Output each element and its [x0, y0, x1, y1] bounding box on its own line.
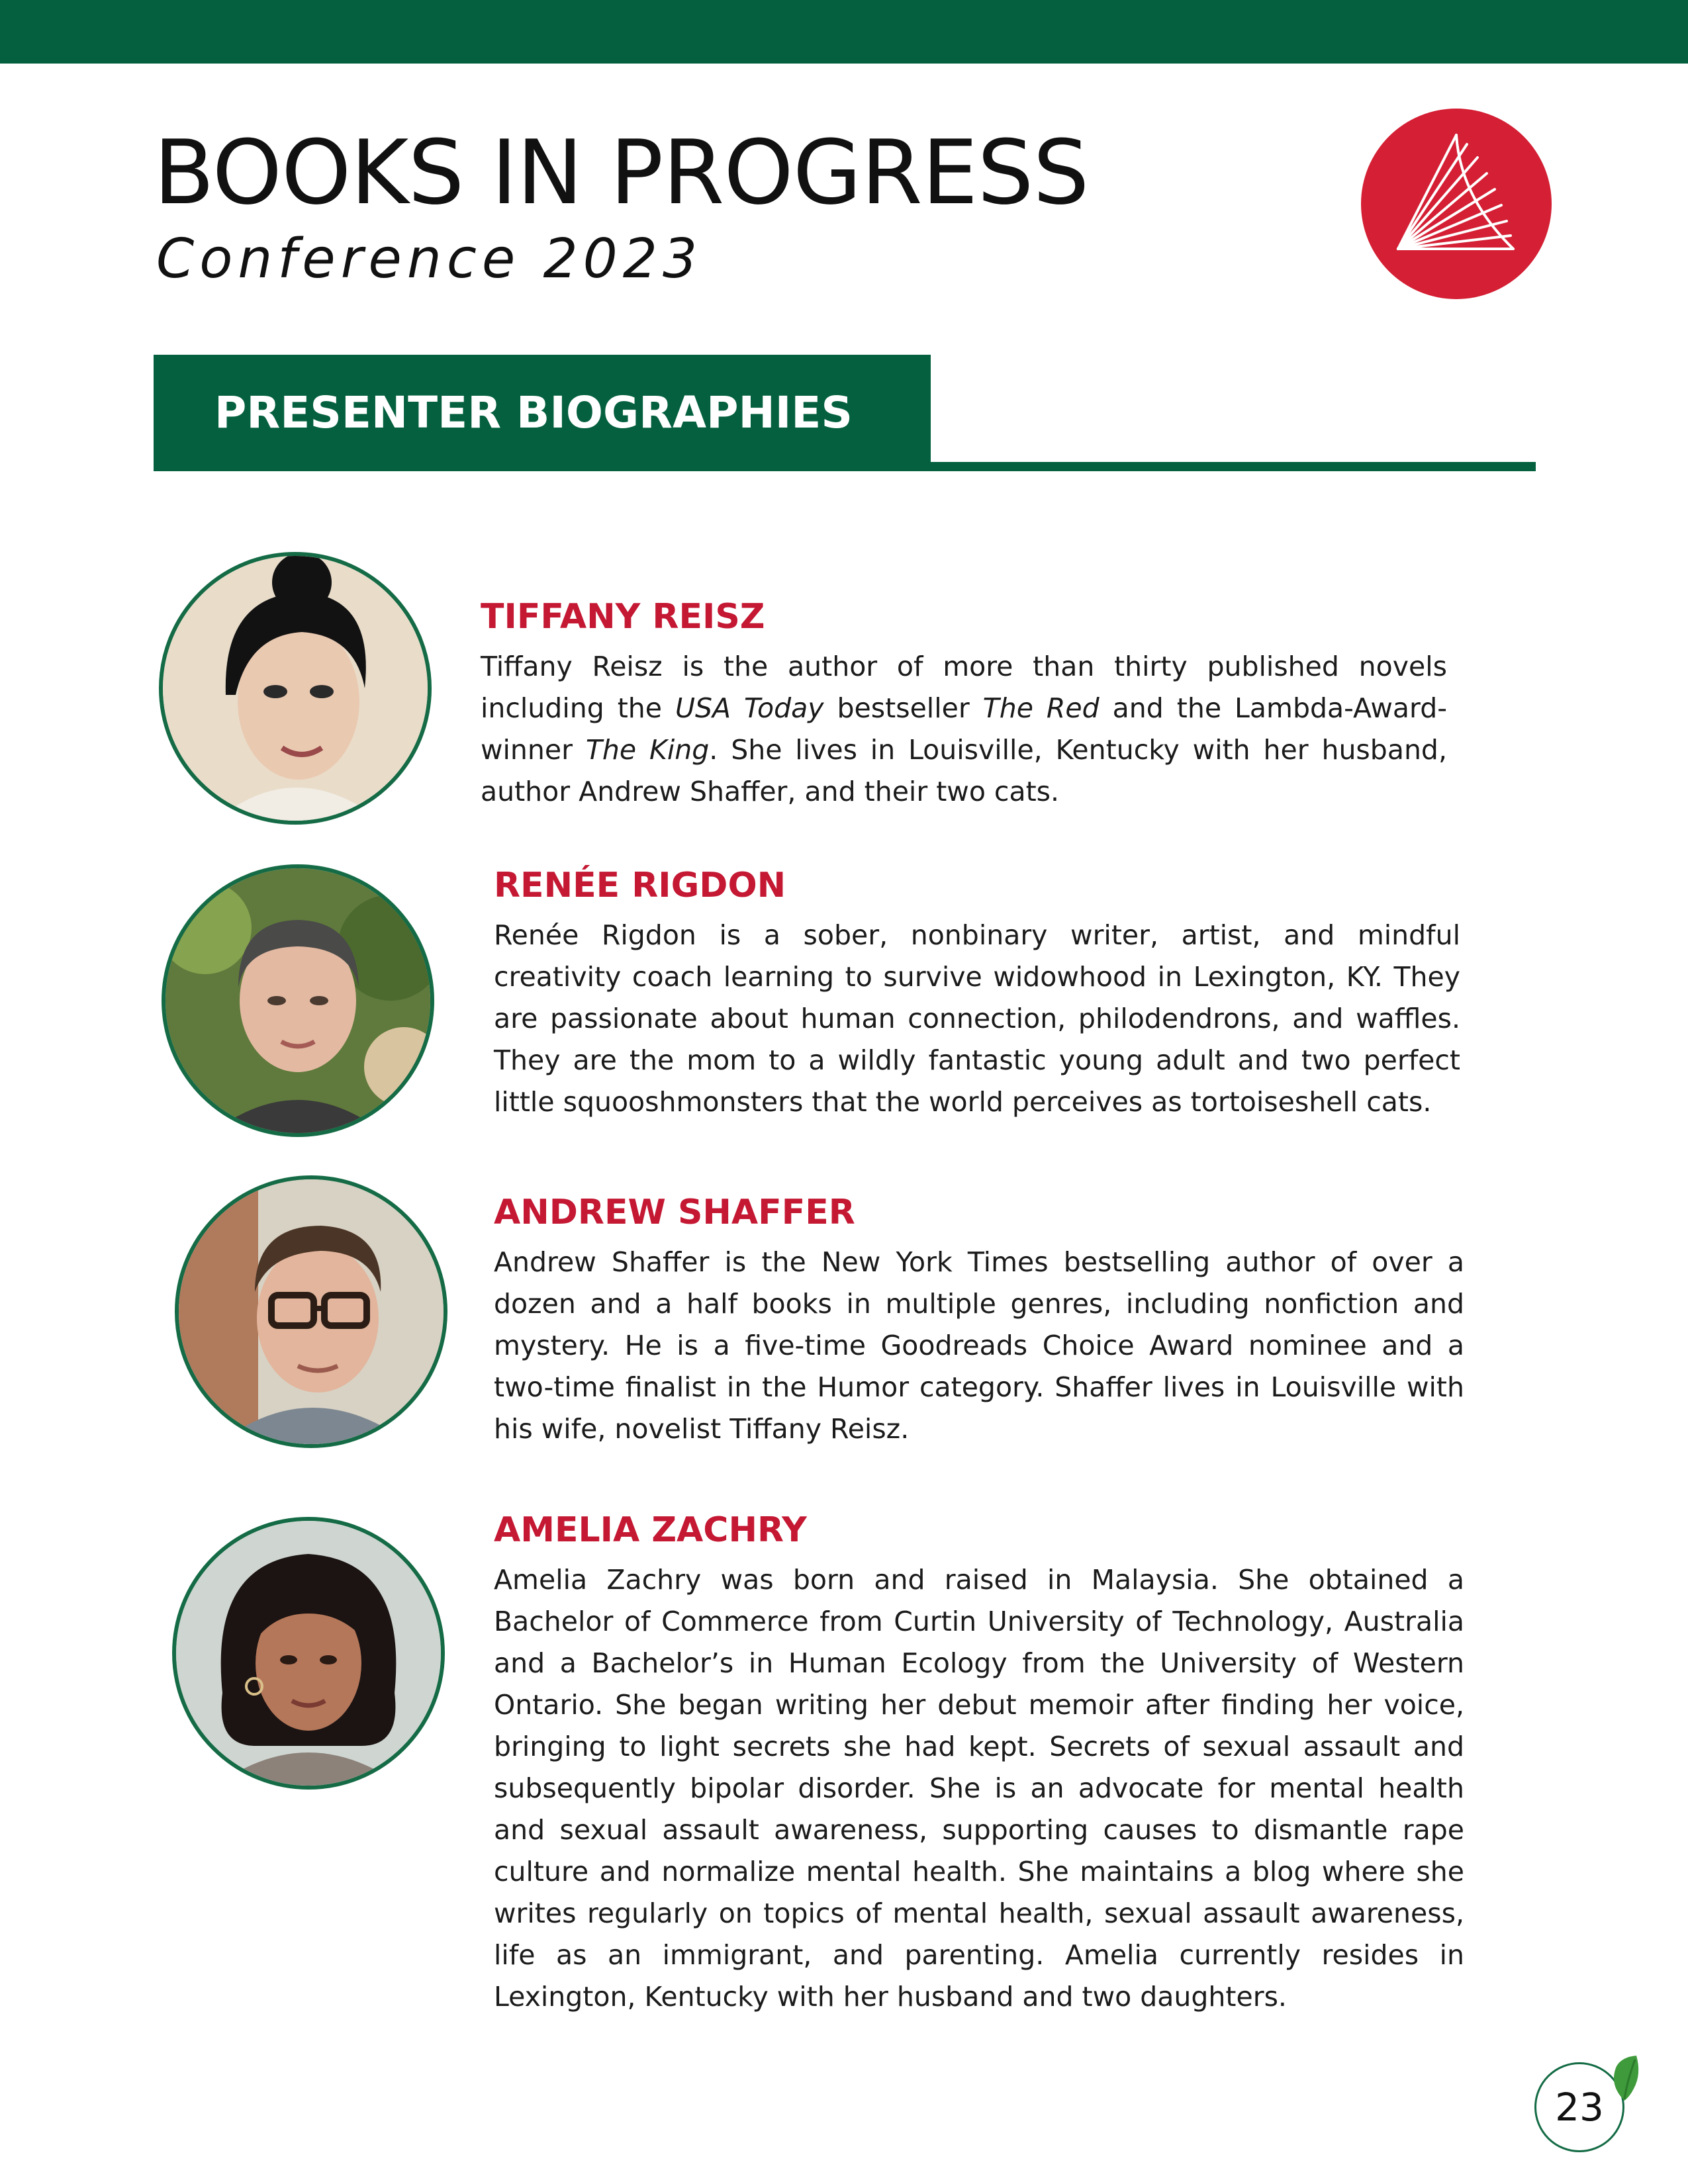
page-subtitle: Conference 2023 [156, 228, 703, 291]
presenter-photo-amelia-zachry [172, 1517, 445, 1790]
presenter-name: AMELIA ZACHRY [494, 1510, 807, 1550]
presenter-name: TIFFANY REISZ [481, 597, 765, 637]
presenter-bio-text: Renée Rigdon is a sober, nonbinary writer, artist, and mindful creativity coach learning to survive widowhood in Lexington, KY. They are passionate about human connection, philodendrons, and waffles. They are the mom to a wildly fantastic young adult and two perfect little squooshmonsters that the world perceives as tortoiseshell cats. [494, 919, 1460, 1118]
page-title: BOOKS IN PROGRESS [154, 121, 1089, 224]
presenter-photo-renee-rigdon [162, 864, 434, 1137]
presenter-name: ANDREW SHAFFER [494, 1193, 855, 1232]
section-title: PRESENTER BIOGRAPHIES [214, 387, 853, 438]
presenter-bio-text: Amelia Zachry was born and raised in Malaysia. She obtained a Bachelor of Commerce from Curtin University of Technology, Australia and a Bachelor’s in Human Ecology from the University of Western Ontario. She began writing her debut memoir after finding her voice, bringing to light secrets she had kept. Secrets of sexual assault and subsequently bipolar disorder. She is an advocate for mental health and sexual assault awareness, supporting causes to dismantle rape culture and normalize mental health. She maintains a blog where she writes regularly on topics of mental health, sexual assault awareness, life as an immigrant, and parenting. Amelia currently resides in Lexington, Kentucky with her husband and two daughters. [494, 1564, 1464, 2013]
leaf-icon [1607, 2054, 1642, 2102]
section-header [154, 355, 931, 471]
presenter-bio-text: Tiffany Reisz is the author of more than thirty published novels including the USA Today bestseller The Red and the Lambda-Award-winner The King. She lives in Louisville, Kentucky with her husband, author Andrew Shaffer, and their two cats. [481, 651, 1448, 807]
open-book-icon [1357, 105, 1556, 303]
page-number: 23 [1534, 2062, 1624, 2152]
presenter-photo-andrew-shaffer [175, 1175, 447, 1448]
section-divider [154, 462, 1536, 471]
top-accent-bar [0, 0, 1688, 64]
presenter-bio-andrew-shaffer [494, 1190, 1464, 1450]
presenter-name: RENÉE RIGDON [494, 866, 786, 905]
presenter-photo-tiffany-reisz [159, 552, 432, 825]
presenter-bio-tiffany-reisz [481, 594, 1447, 813]
presenter-bio-renee-rigdon [494, 863, 1460, 1123]
presenter-bio-amelia-zachry [494, 1508, 1464, 2018]
presenter-bio-text: Andrew Shaffer is the New York Times bestselling author of over a dozen and a half books in multiple genres, including nonfiction and mystery. He is a five-time Goodreads Choice Award nominee and a two-time finalist in the Humor category. Shaffer lives in Louisville with his wife, novelist Tiffany Reisz. [494, 1246, 1464, 1445]
